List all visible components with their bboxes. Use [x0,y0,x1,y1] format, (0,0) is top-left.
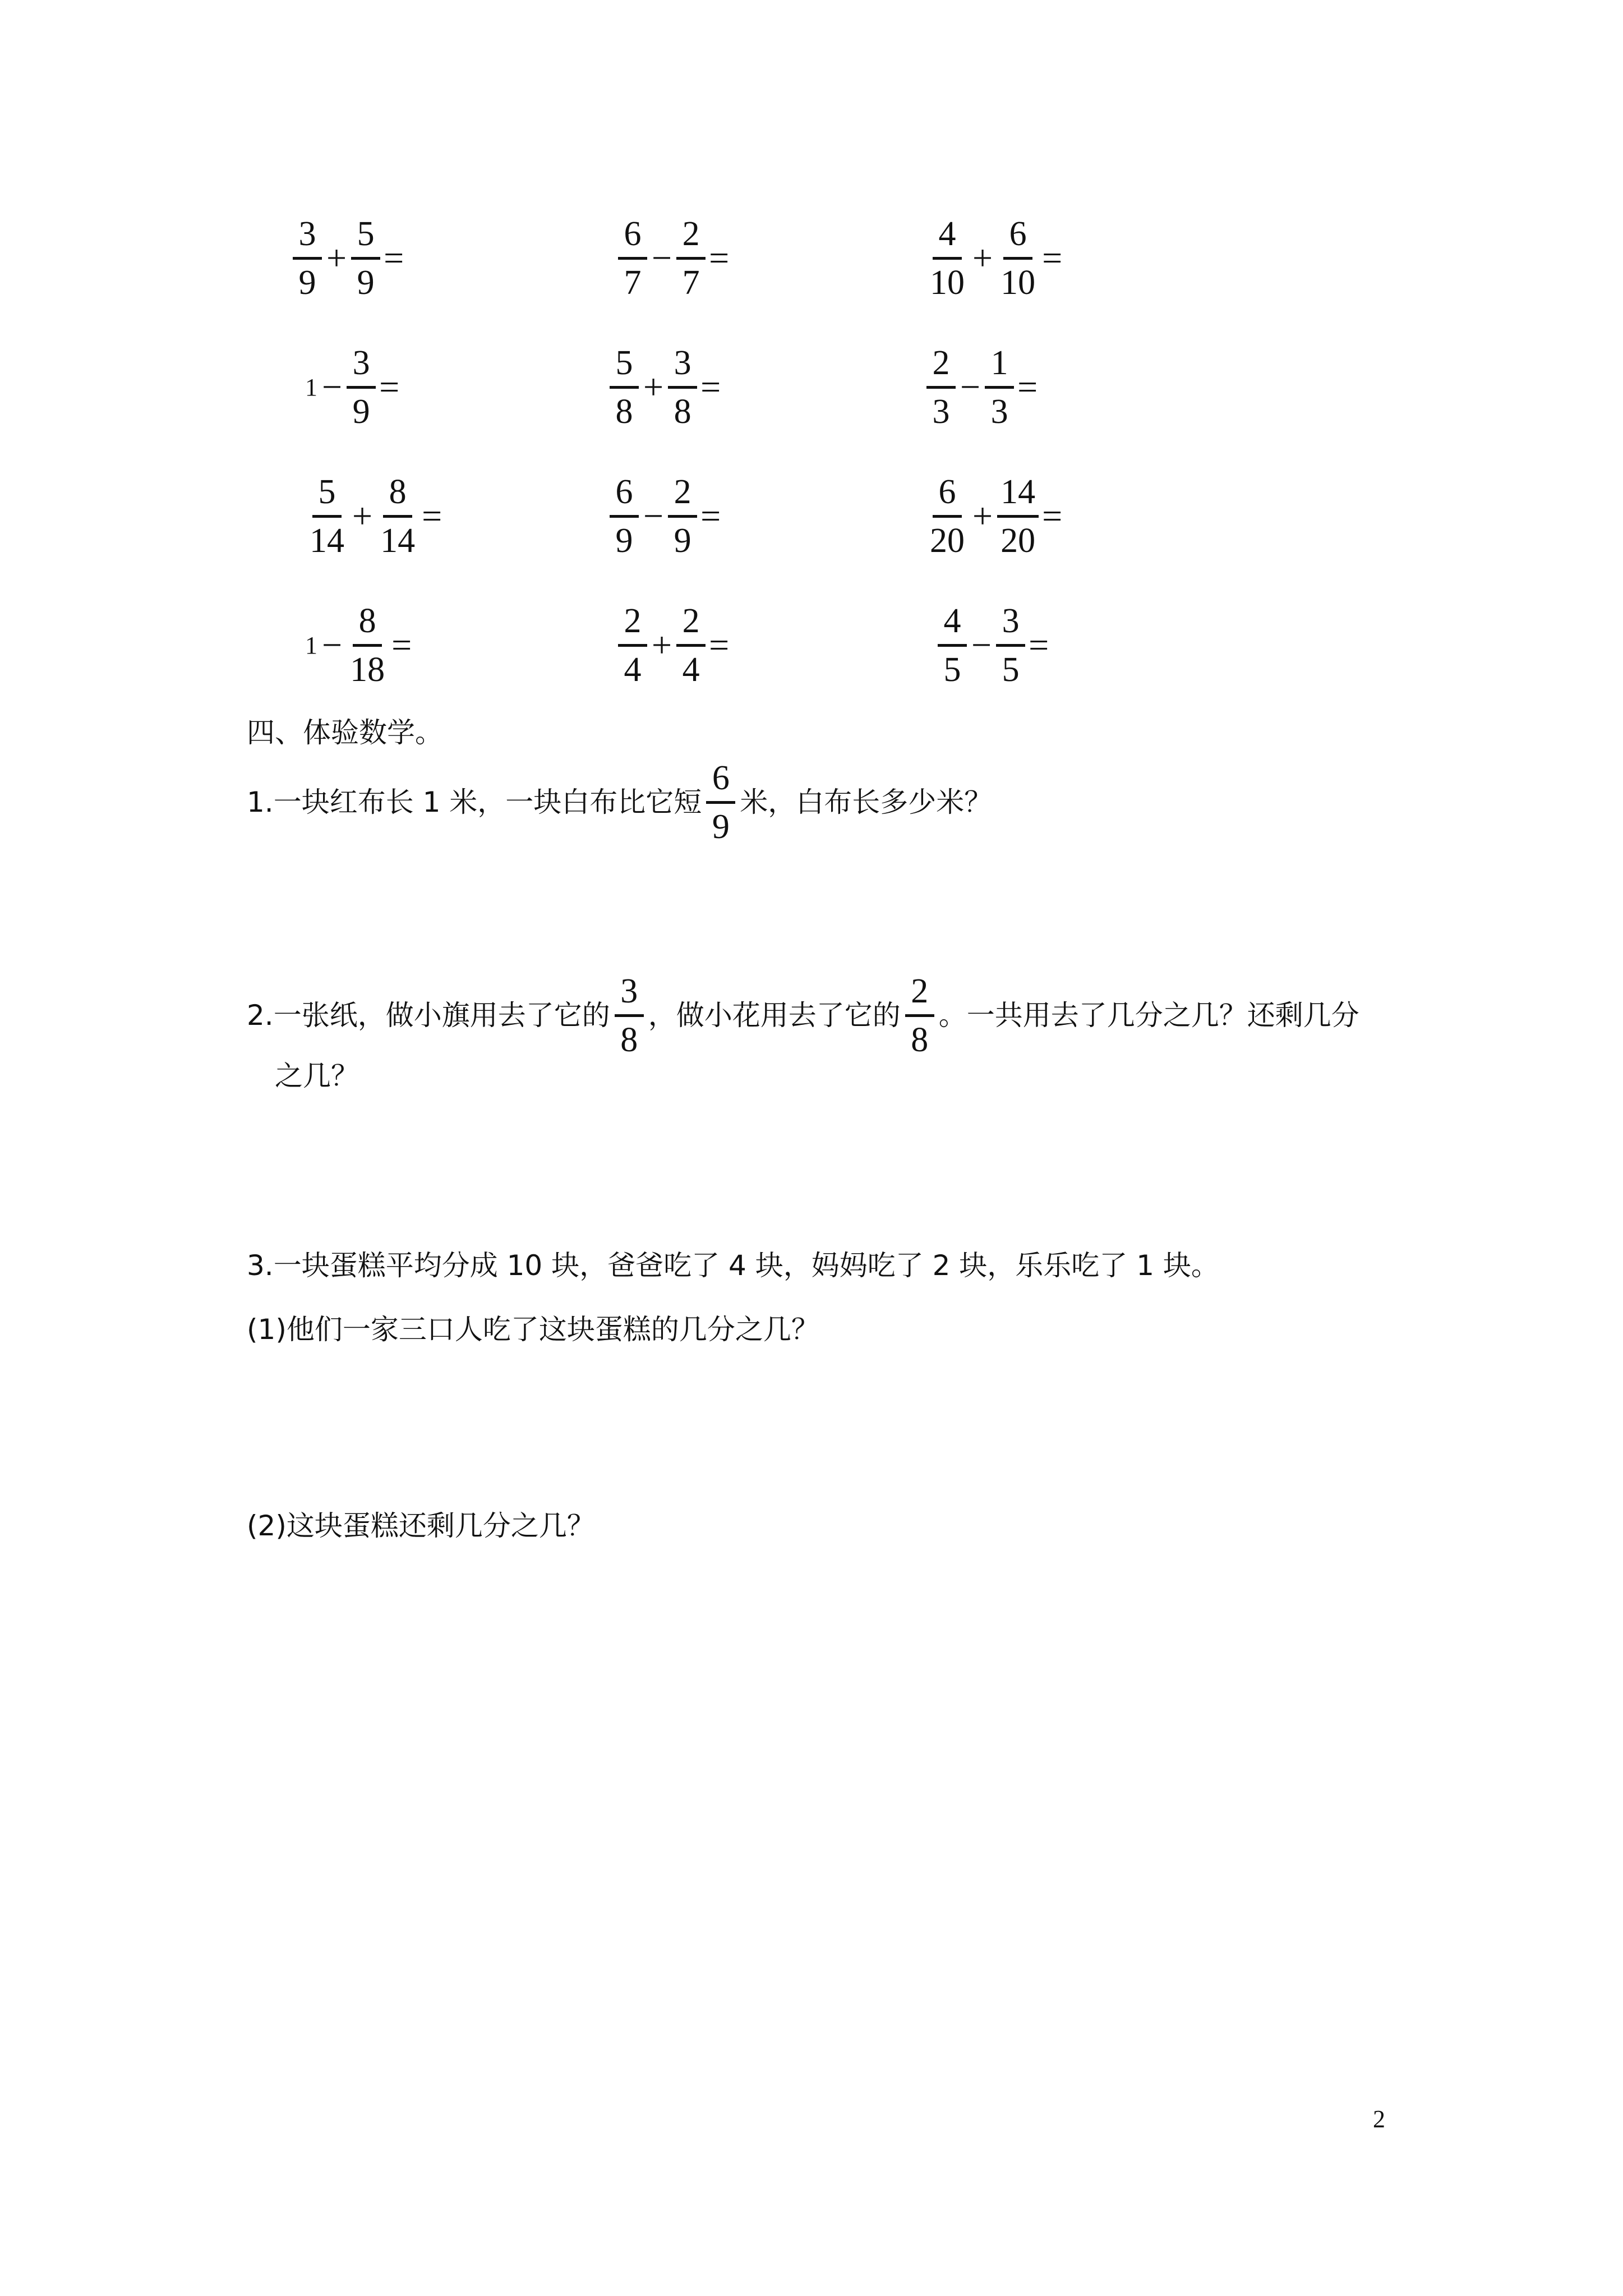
calc-item [617,589,729,701]
fraction: $\frac{3}{8}$ [668,346,697,429]
question-1-text-after: 米，白布长多少米？ [740,786,993,818]
equals-sign: = [709,625,730,665]
equals-sign: = [1017,367,1038,407]
fraction: $\frac{2}{9}$ [668,475,697,558]
fraction: $\frac{8}{14}$ [380,472,416,560]
question-3-part-2: (2)这块蛋糕还剩几分之几？ [247,1510,595,1542]
equals-sign: = [709,238,730,278]
fraction: $\frac{5}{8}$ [610,346,639,429]
operator: + [972,238,993,278]
operator: + [643,367,664,407]
question-2-text-after: 。一共用去了几分之几？还剩几分 [938,999,1359,1032]
fraction: $\frac{5}{9}$ [351,217,380,300]
calc-row-2 [292,331,1133,443]
question-3-part-1: (1)他们一家三口人吃了这块蛋糕的几分之几？ [247,1313,819,1346]
calc-item [608,460,721,572]
equals-sign: = [1042,238,1063,278]
calc-item [617,202,729,314]
fraction: $\frac{6}{7}$ [618,217,647,300]
fraction: $\frac{3}{5}$ [996,604,1025,687]
equals-sign: = [422,496,442,536]
fraction: $\frac{1}{3}$ [985,346,1014,429]
calc-row-3 [292,460,1133,572]
question-2 [247,970,1359,1060]
fraction: $\frac{2}{3}$ [926,346,956,429]
fraction: $\frac{2}{8}$ [905,974,934,1057]
calc-item [292,202,404,314]
fraction: $\frac{14}{20}$ [997,475,1039,558]
whole-number: 1 [305,373,317,401]
question-2-text-middle: ，做小花用去了它的 [648,999,901,1032]
calc-row-1 [292,202,1133,314]
operator: − [643,496,664,536]
fraction: $\frac{2}{7}$ [676,217,706,300]
equals-sign: = [700,367,721,407]
question-2-text-before: 2.一张纸，做小旗用去了它的 [247,999,610,1032]
question-1 [247,757,992,847]
fraction: $\frac{4}{10}$ [930,214,965,302]
calc-item [305,331,399,443]
operator: − [652,238,672,278]
operator: − [322,625,343,665]
fraction: $\frac{3}{9}$ [347,346,376,429]
fraction: $\frac{3}{9}$ [293,217,322,300]
calc-item [305,460,442,572]
question-1-text-before: 1.一块红布长 1 米，一块白布比它短 [247,786,702,818]
equals-sign: = [700,496,721,536]
operator: + [326,238,347,278]
fraction: $\frac{4}{5}$ [938,604,967,687]
equals-sign: = [1029,625,1049,665]
fraction: $\frac{6}{9}$ [706,761,735,844]
equals-sign: = [1042,496,1063,536]
operator: − [971,625,992,665]
fraction: $\frac{5}{14}$ [310,472,344,560]
operator: + [652,625,672,665]
page-number: 2 [1373,2105,1385,2133]
calc-item [608,331,721,443]
calc-item [305,589,412,701]
question-3: 3.一块蛋糕平均分成 10 块，爸爸吃了 4 块，妈妈吃了 2 块，乐乐吃了 1 块。 [247,1249,1219,1282]
fraction: $\frac{6}{20}$ [930,472,965,560]
equals-sign: = [384,238,404,278]
calc-item [925,202,1062,314]
question-2-continuation: 之几？ [275,1060,359,1092]
operator: + [972,496,993,536]
fraction: $\frac{6}{10}$ [1000,214,1036,302]
calc-row-4 [292,589,1133,701]
operator: − [960,367,981,407]
equals-sign: = [379,367,400,407]
section-heading: 四、体验数学。 [247,716,443,749]
operator: + [352,496,373,536]
calc-item [937,589,1049,701]
fraction: $\frac{3}{8}$ [615,974,644,1057]
operator: − [322,367,343,407]
calc-item [925,460,1062,572]
fraction: $\frac{2}{4}$ [676,604,706,687]
fraction: $\frac{6}{9}$ [610,475,639,558]
fraction: $\frac{8}{18}$ [350,601,385,689]
equals-sign: = [391,625,412,665]
calc-item [925,331,1038,443]
fraction: $\frac{2}{4}$ [618,604,647,687]
whole-number: 1 [305,631,317,659]
